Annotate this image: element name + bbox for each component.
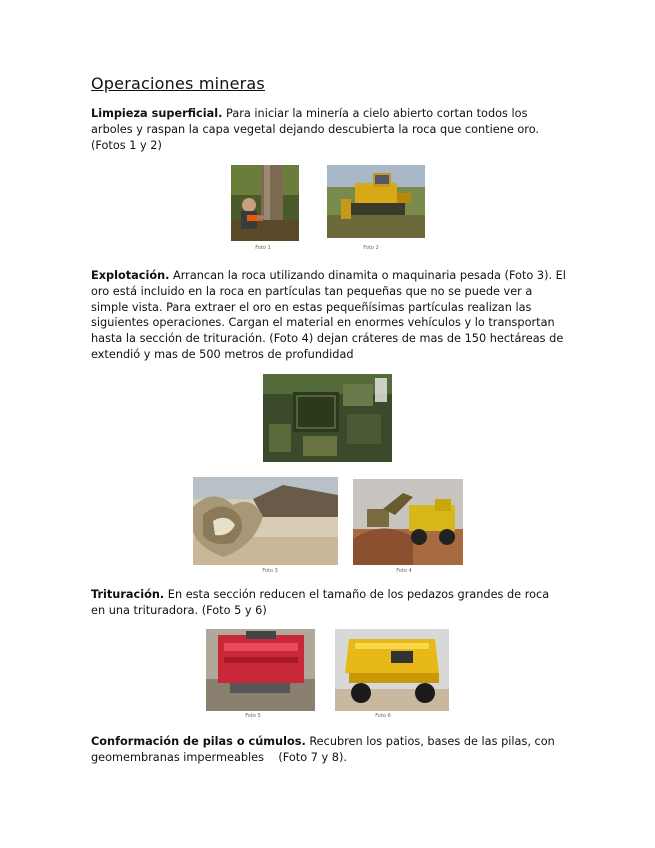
section-heading: Trituración. [91,588,165,601]
section-heading: Limpieza superficial. [91,107,223,120]
caption-foto4: Foto 4 [396,568,412,574]
section-body: Para iniciar la minería a cielo abierto cortan todos los arboles y raspan la capa vegetal dejando descubierta la roca que contiene oro. (Fotos 1 y 2) [91,107,540,152]
section-trituracion [91,587,566,619]
caption-foto5: Foto 5 [245,713,261,719]
photo-crusher [206,629,315,711]
photo-aerial-crater [263,374,392,462]
photo-tree-cutting [231,165,299,241]
section-conformacion [91,734,566,766]
caption-foto3: Foto 3 [262,568,278,574]
photo-excavator-truck [353,479,463,565]
section-heading: Explotación. [91,269,170,282]
photo-haul-truck [335,629,449,711]
caption-foto6: Foto 6 [375,713,391,719]
section-body: En esta sección reducen el tamaño de los pedazos grandes de roca en una trituradora. (Foto 5 y 6) [91,588,550,617]
photo-bulldozer [327,165,425,238]
section-explotacion [91,268,566,363]
section-body: Recubren los patios, bases de las pilas, con geomembranas impermeables (Foto 7 y 8). [91,735,559,764]
page-title: Operaciones mineras [91,74,265,93]
caption-foto1: Foto 1 [255,245,271,251]
caption-foto2: Foto 2 [363,245,379,251]
photo-explosion [193,477,338,565]
section-limpieza [91,106,566,153]
section-body: Arrancan la roca utilizando dinamita o maquinaria pesada (Foto 3). El oro está incluido en la roca en partículas tan pequeñas que no se puede ver a simple vista. Para extraer el oro en estas pequeñísimas partículas realizan las siguientes operaciones. Cargan el material en enormes vehículos y lo transportan hasta la sección de trituración. (Foto 4) dejan cráteres de mas de 150 hectáreas de extendió y mas de 500 metros de profundidad [91,269,566,361]
section-heading: Conformación de pilas o cúmulos. [91,735,306,748]
